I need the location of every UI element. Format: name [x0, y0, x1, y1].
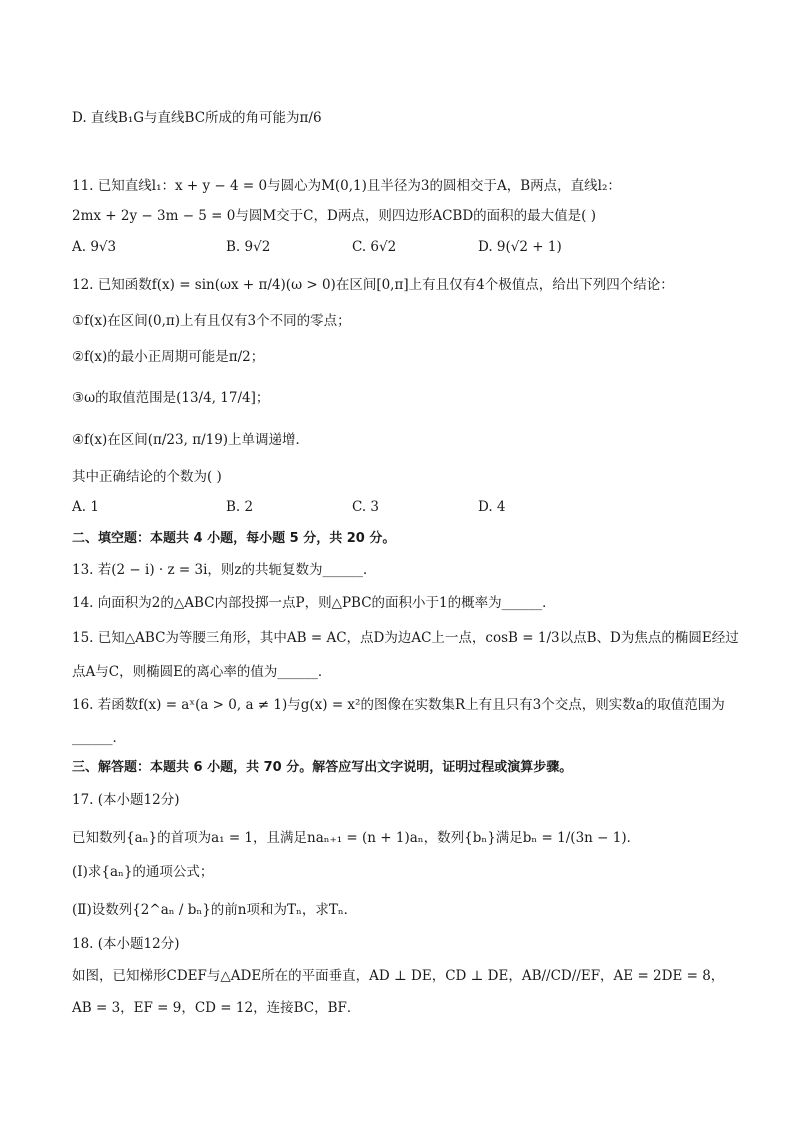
- q11-option-c: C. 6√2: [352, 239, 397, 255]
- q18-line2: AB = 3，EF = 9，CD = 12，连接BC，BF．: [72, 1000, 361, 1016]
- q17-part2: (Ⅱ)设数列{2^aₙ / bₙ}的前n项和为Tₙ，求Tₙ．: [72, 902, 358, 918]
- q11-option-b: B. 9√2: [226, 239, 271, 255]
- q11-option-a: A. 9√3: [72, 239, 117, 255]
- section-fill-in-heading: 二、填空题：本题共 4 小题，每小题 5 分，共 20 分。: [72, 531, 396, 546]
- q12-question: 其中正确结论的个数为( ): [72, 469, 222, 485]
- q16-line2: ______．: [72, 730, 126, 746]
- q17-part1: (Ⅰ)求{aₙ}的通项公式；: [72, 864, 214, 880]
- section-answer-heading: 三、解答题：本题共 6 小题，共 70 分。解答应写出文字说明，证明过程或演算步骤。: [72, 760, 573, 775]
- q12-conclusion-2: ②f(x)的最小正周期可能是π/2；: [72, 349, 265, 365]
- q18-head: 18. (本小题12分): [72, 936, 180, 952]
- q12-stem: 12. 已知函数f(x) = sin(ωx + π/4)(ω > 0)在区间[0,π]上有且仅有4个极值点，给出下列四个结论：: [72, 277, 674, 293]
- q11-stem-line1: 11. 已知直线l₁：x + y − 4 = 0与圆心为M(0,1)且半径为3的圆相交于A，B两点，直线l₂：: [72, 178, 621, 194]
- q17-head: 17. (本小题12分): [72, 792, 180, 808]
- q18-line1: 如图，已知梯形CDEF与△ADE所在的平面垂直，AD ⊥ DE，CD ⊥ DE，AB//CD//EF，AE = 2DE = 8，: [72, 968, 725, 984]
- q12-conclusion-1: ①f(x)在区间(0,π)上有且仅有3个不同的零点；: [72, 313, 351, 329]
- q17-stem: 已知数列{aₙ}的首项为a₁ = 1，且满足naₙ₊₁ = (n + 1)aₙ，数列{bₙ}满足bₙ = 1/(3n − 1)．: [72, 830, 641, 846]
- q12-conclusion-4: ④f(x)在区间(π/23, π/19)上单调递增．: [72, 432, 310, 448]
- q15-line2: 点A与C，则椭圆E的离心率的值为______．: [72, 664, 332, 680]
- q12-option-b: B. 2: [226, 499, 254, 515]
- q12-conclusion-3: ③ω的取值范围是(13/4, 17/4]；: [72, 390, 270, 406]
- q14: 14. 向面积为2的△ABC内部投掷一点P，则△PBC的面积小于1的概率为______．: [72, 595, 556, 611]
- q12-option-c: C. 3: [352, 499, 380, 515]
- q12-option-a: A. 1: [72, 499, 99, 515]
- q16-line1: 16. 若函数f(x) = aˣ(a > 0, a ≠ 1)与g(x) = x²的图像在实数集R上有且只有3个交点，则实数a的取值范围为: [72, 697, 725, 713]
- q15-line1: 15. 已知△ABC为等腰三角形，其中AB = AC，点D为边AC上一点，cosB = 1/3以点B、D为焦点的椭圆E经过: [72, 630, 739, 646]
- q11-stem-line2: 2mx + 2y − 3m − 5 = 0与圆M交于C，D两点，则四边形ACBD的面积的最大值是( ): [72, 208, 596, 224]
- q10-option-d: D. 直线B₁G与直线BC所成的角可能为π/6: [72, 110, 322, 126]
- q13: 13. 若(2 − i) · z = 3i，则z的共轭复数为______．: [72, 562, 377, 578]
- q12-option-d: D. 4: [478, 499, 506, 515]
- q11-option-d: D. 9(√2 + 1): [478, 239, 562, 255]
